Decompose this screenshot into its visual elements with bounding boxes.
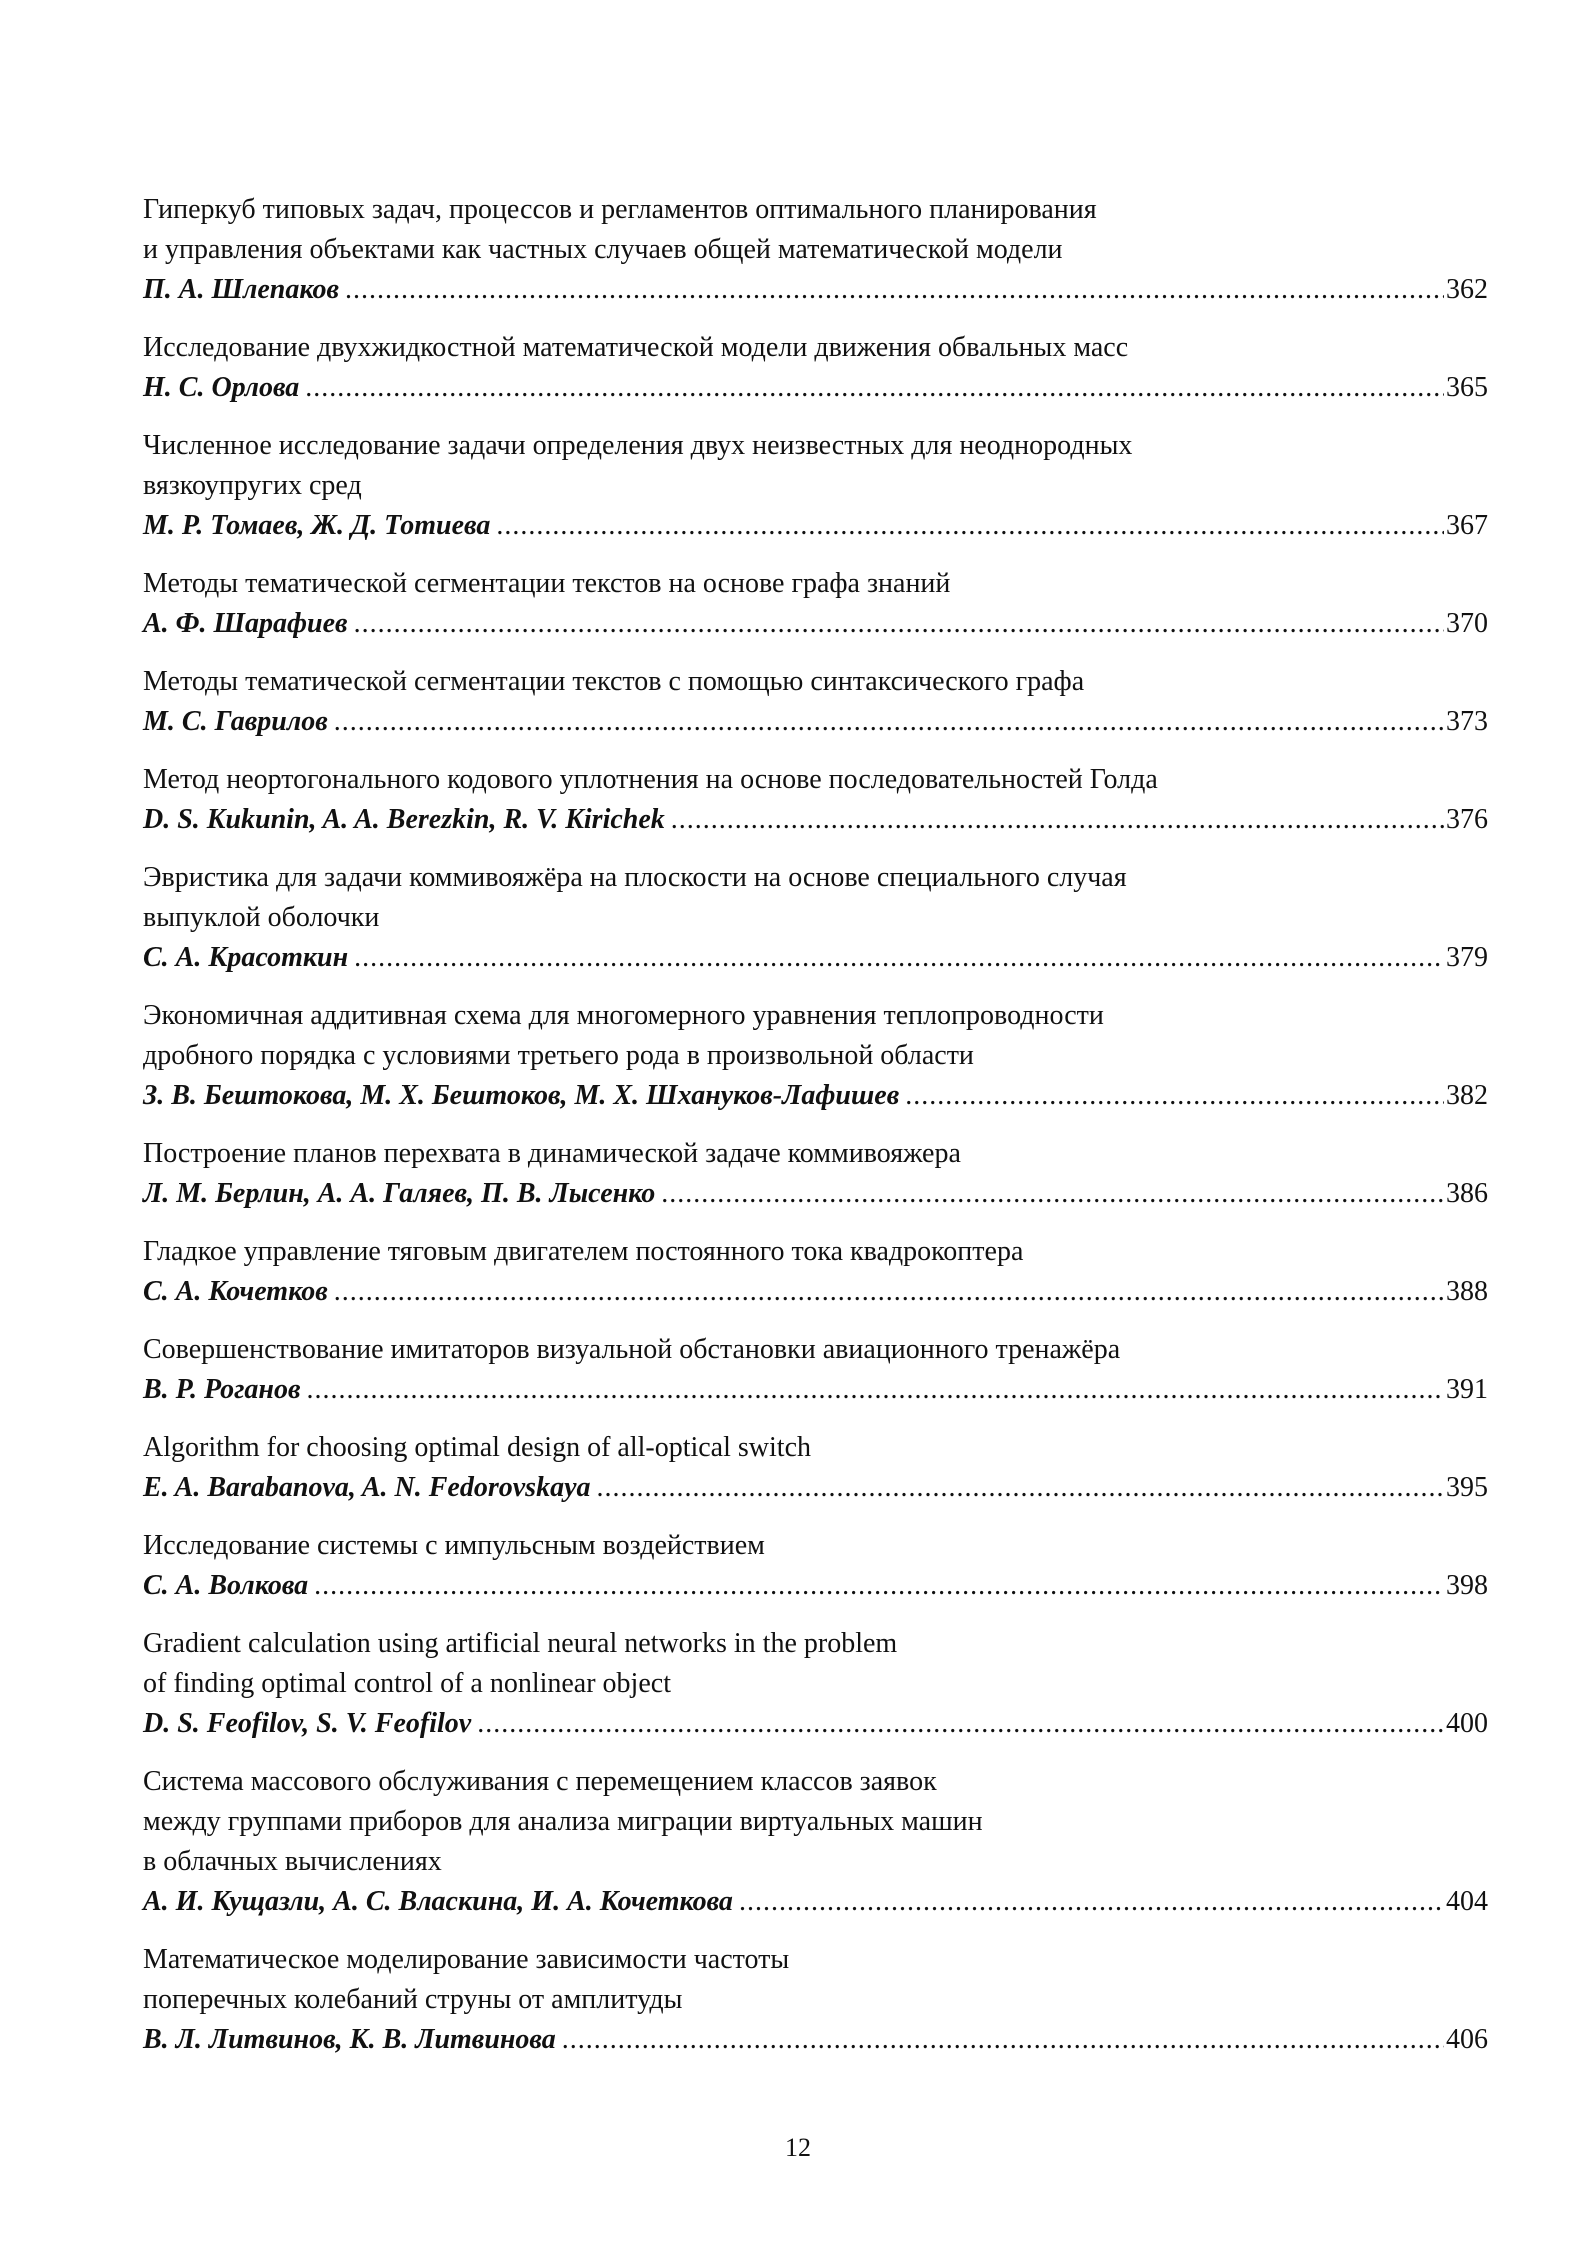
entry-title-line: Построение планов перехвата в динамической задаче коммивояжера — [143, 1138, 961, 1169]
entry-page-number: 382 — [1446, 1080, 1488, 1111]
entry-page-number: 400 — [1446, 1708, 1488, 1739]
entry-authors: Л. М. Берлин, А. А. Галяев, П. В. Лысенко — [143, 1178, 656, 1209]
entry-authors: С. А. Кочетков — [143, 1276, 328, 1307]
dot-leader — [477, 1704, 1444, 1744]
entry-author-line — [143, 800, 1488, 840]
dot-leader — [562, 2020, 1444, 2060]
entry-authors: С. А. Волкова — [143, 1570, 309, 1601]
dot-leader — [661, 1174, 1444, 1214]
entry-page-number: 388 — [1446, 1276, 1488, 1307]
entry-title-line: поперечных колебаний струны от амплитуды — [143, 1984, 683, 2015]
entry-author-line — [143, 1882, 1488, 1922]
entry-title-line: Система массового обслуживания с перемещением классов заявок — [143, 1766, 937, 1797]
entry-author-line — [143, 368, 1488, 408]
entry-title-line: Математическое моделирование зависимости частоты — [143, 1944, 790, 1975]
entry-authors: М. Р. Томаев, Ж. Д. Тотиева — [143, 510, 491, 541]
entry-title-line: выпуклой оболочки — [143, 902, 380, 933]
entry-authors: М. С. Гаврилов — [143, 706, 328, 737]
entry-title-line: Эвристика для задачи коммивояжёра на плоскости на основе специального случая — [143, 862, 1127, 893]
entry-page-number: 362 — [1446, 274, 1488, 305]
entry-author-line — [143, 1272, 1488, 1312]
entry-title-line: дробного порядка с условиями третьего рода в произвольной области — [143, 1040, 974, 1071]
entry-authors: D. S. Kukunin, A. A. Berezkin, R. V. Kirichek — [143, 804, 665, 835]
dot-leader — [314, 1566, 1444, 1606]
entry-title-line: вязкоупругих сред — [143, 470, 362, 501]
toc-entry — [143, 190, 1488, 310]
entry-page-number: 398 — [1446, 1570, 1488, 1601]
toc-entry — [143, 564, 1488, 644]
entry-page-number: 376 — [1446, 804, 1488, 835]
dot-leader — [306, 1370, 1444, 1410]
dot-leader — [354, 938, 1444, 978]
toc-entry — [143, 760, 1488, 840]
entry-page-number: 367 — [1446, 510, 1488, 541]
entry-page-number: 370 — [1446, 608, 1488, 639]
entry-title-line: Gradient calculation using artificial neural networks in the problem — [143, 1628, 898, 1659]
entry-authors: А. Ф. Шарафиев — [143, 608, 348, 639]
toc-entry — [143, 996, 1488, 1116]
entry-author-line — [143, 1468, 1488, 1508]
entry-author-line — [143, 1370, 1488, 1410]
entry-author-line — [143, 1566, 1488, 1606]
toc-entry — [143, 1428, 1488, 1508]
page-number: 12 — [785, 2133, 811, 2162]
entry-authors: В. Р. Роганов — [143, 1374, 301, 1405]
toc-entry — [143, 1940, 1488, 2060]
entry-authors: А. И. Кущазли, А. С. Власкина, И. А. Кочеткова — [143, 1886, 733, 1917]
entry-title-line: Совершенствование имитаторов визуальной обстановки авиационного тренажёра — [143, 1334, 1121, 1365]
entry-title-line: Исследование двухжидкостной математической модели движения обвальных масс — [143, 332, 1129, 363]
entry-page-number: 379 — [1446, 942, 1488, 973]
dot-leader — [305, 368, 1444, 408]
toc-entry — [143, 1134, 1488, 1214]
toc-entry — [143, 858, 1488, 978]
entry-page-number: 386 — [1446, 1178, 1488, 1209]
dot-leader — [905, 1076, 1444, 1116]
dot-leader — [334, 702, 1444, 742]
dot-leader — [345, 270, 1444, 310]
entry-title-line: Методы тематической сегментации текстов на основе графа знаний — [143, 568, 951, 599]
entry-authors: D. S. Feofilov, S. V. Feofilov — [143, 1708, 472, 1739]
entry-page-number: 395 — [1446, 1472, 1488, 1503]
entry-author-line — [143, 702, 1488, 742]
dot-leader — [496, 506, 1444, 546]
entry-title-line: Algorithm for choosing optimal design of all-optical switch — [143, 1432, 811, 1463]
entry-title-line: Гиперкуб типовых задач, процессов и регламентов оптимального планирования — [143, 194, 1097, 225]
entry-author-line — [143, 1076, 1488, 1116]
entry-authors: П. А. Шлепаков — [143, 274, 339, 305]
toc-entry — [143, 1232, 1488, 1312]
table-of-contents — [143, 190, 1488, 2078]
dot-leader — [597, 1468, 1445, 1508]
entry-title-line: Гладкое управление тяговым двигателем постоянного тока квадрокоптера — [143, 1236, 1024, 1267]
entry-authors: В. Л. Литвинов, К. В. Литвинова — [143, 2024, 556, 2055]
dot-leader — [354, 604, 1444, 644]
entry-title-line: Метод неортогонального кодового уплотнения на основе последовательностей Голда — [143, 764, 1158, 795]
entry-page-number: 404 — [1446, 1886, 1488, 1917]
entry-title-line: Численное исследование задачи определения двух неизвестных для неоднородных — [143, 430, 1133, 461]
dot-leader — [334, 1272, 1444, 1312]
entry-authors: E. A. Barabanova, A. N. Fedorovskaya — [143, 1472, 591, 1503]
entry-author-line — [143, 938, 1488, 978]
entry-title-line: Методы тематической сегментации текстов с помощью синтаксического графа — [143, 666, 1085, 697]
entry-title-line: Исследование системы с импульсным воздействием — [143, 1530, 765, 1561]
toc-entry — [143, 1526, 1488, 1606]
entry-author-line — [143, 270, 1488, 310]
toc-entry — [143, 1330, 1488, 1410]
entry-page-number: 406 — [1446, 2024, 1488, 2055]
entry-author-line — [143, 506, 1488, 546]
entry-page-number: 373 — [1446, 706, 1488, 737]
entry-authors: З. В. Бештокова, М. Х. Бештоков, М. Х. Шхануков-Лафишев — [143, 1080, 900, 1111]
toc-entry — [143, 1762, 1488, 1922]
entry-title-line: of finding optimal control of a nonlinear object — [143, 1668, 671, 1699]
entry-page-number: 365 — [1446, 372, 1488, 403]
entry-author-line — [143, 1704, 1488, 1744]
entry-author-line — [143, 604, 1488, 644]
toc-entry — [143, 662, 1488, 742]
entry-title-line: и управления объектами как частных случаев общей математической модели — [143, 234, 1063, 265]
entry-author-line — [143, 1174, 1488, 1214]
toc-entry — [143, 328, 1488, 408]
entry-title-line: Экономичная аддитивная схема для многомерного уравнения теплопроводности — [143, 1000, 1104, 1031]
dot-leader — [739, 1882, 1444, 1922]
toc-entry — [143, 426, 1488, 546]
entry-author-line — [143, 2020, 1488, 2060]
entry-title-line: в облачных вычислениях — [143, 1846, 442, 1877]
toc-entry — [143, 1624, 1488, 1744]
entry-authors: С. А. Красоткин — [143, 942, 349, 973]
entry-authors: Н. С. Орлова — [143, 372, 300, 403]
dot-leader — [671, 800, 1444, 840]
entry-page-number: 391 — [1446, 1374, 1488, 1405]
entry-title-line: между группами приборов для анализа миграции виртуальных машин — [143, 1806, 983, 1837]
